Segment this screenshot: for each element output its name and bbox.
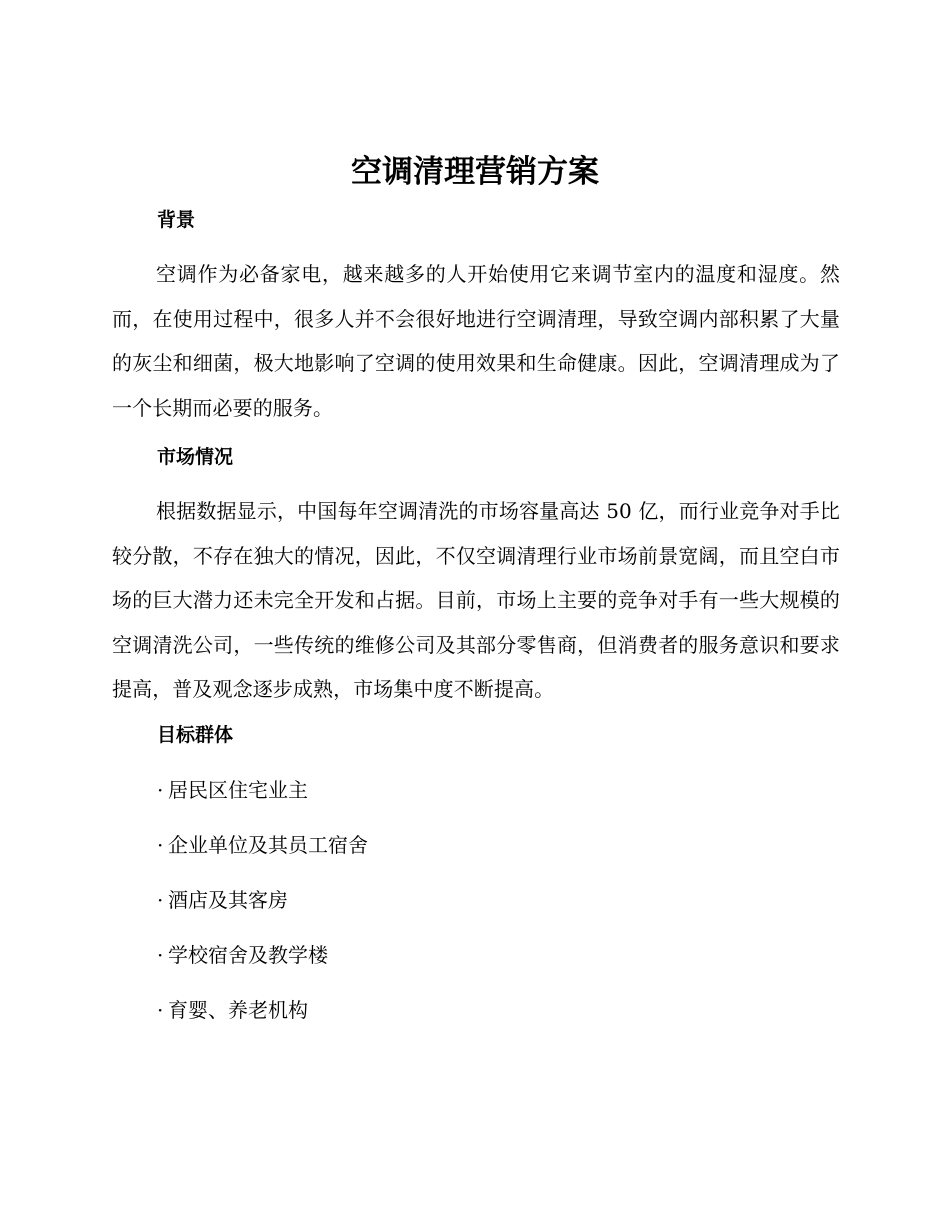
list-item-text: 酒店及其客房 (168, 888, 288, 912)
section-heading-target-group: 目标群体 (157, 724, 234, 746)
section-heading-background: 背景 (157, 209, 196, 231)
section-heading-market: 市场情况 (157, 446, 234, 468)
list-item-text: 学校宿舍及教学楼 (168, 943, 328, 967)
list-item-text: 育婴、养老机构 (168, 998, 308, 1022)
bullet-mark: · (157, 943, 164, 967)
bullet-mark: · (157, 888, 164, 912)
list-item-text: 企业单位及其员工宿舍 (168, 833, 368, 857)
list-item-text: 居民区住宅业主 (168, 778, 308, 802)
list-item (157, 937, 368, 992)
list-item (157, 772, 368, 827)
bullet-mark: · (157, 833, 164, 857)
section-paragraph-market: 根据数据显示，中国每年空调清洗的市场容量高达 50 亿，而行业竞争对手比较分散，不存在独大的情况，因此，不仅空调清理行业市场前景宽阔，而且空白市场的巨大潜力还未完全开发和占据。目前，市场上主要的竞争对手有一些大规模的空调清洗公司，一些传统的维修公司及其部分零售商，但消费者的服务意识和要求提高，普及观念逐步成熟，市场集中度不断提高。 (112, 499, 840, 701)
bullet-mark: · (157, 998, 164, 1022)
target-group-list (157, 772, 368, 1047)
bullet-mark: · (157, 778, 164, 802)
list-item (157, 827, 368, 882)
section-paragraph-background: 空调作为必备家电，越来越多的人开始使用它来调节室内的温度和湿度。然而，在使用过程中，很多人并不会很好地进行空调清理，导致空调内部积累了大量的灰尘和细菌，极大地影响了空调的使用效果和生命健康。因此，空调清理成为了一个长期而必要的服务。 (112, 262, 840, 420)
list-item (157, 882, 368, 937)
list-item (157, 992, 368, 1047)
document-title: 空调清理营销方案 (351, 154, 599, 190)
